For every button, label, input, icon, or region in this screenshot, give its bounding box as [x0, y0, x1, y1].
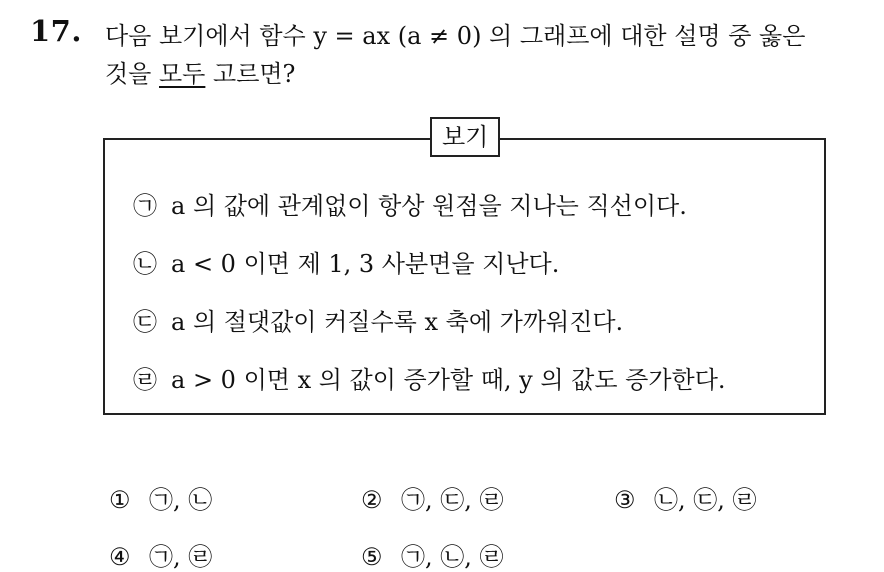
choice-text: ㉠, ㉡, ㉣ — [401, 543, 504, 571]
choice-number: ① — [109, 486, 131, 514]
statement-mark: ㉣ — [133, 366, 157, 394]
statement-a — [133, 186, 687, 221]
statement-text: a 의 값에 관계없이 항상 원점을 지나는 직선이다. — [171, 192, 687, 220]
underlined-emphasis: 모두 — [159, 60, 206, 88]
question-text-line1: 다음 보기에서 함수 y = ax (a ≠ 0) 의 그래프에 대한 설명 중 옳은 — [105, 22, 806, 50]
statement-mark: ㉠ — [133, 192, 157, 220]
question-number: 17. — [30, 14, 82, 48]
choice-text: ㉠, ㉣ — [149, 543, 213, 571]
choice-2[interactable] — [361, 480, 504, 515]
choice-1[interactable] — [109, 480, 212, 515]
choice-number: ④ — [109, 543, 131, 571]
choice-number: ② — [361, 486, 383, 514]
statement-mark: ㉢ — [133, 308, 157, 336]
statement-b — [133, 244, 559, 279]
choice-text: ㉡, ㉢, ㉣ — [654, 486, 757, 514]
choice-3[interactable] — [614, 480, 757, 515]
choice-number: ⑤ — [361, 543, 383, 571]
statement-d — [133, 360, 726, 395]
choice-text: ㉠, ㉡ — [149, 486, 213, 514]
question-text-line2 — [105, 54, 295, 89]
question-text-suffix: 고르면? — [205, 60, 296, 88]
statement-text: a > 0 이면 x 의 값이 증가할 때, y 의 값도 증가한다. — [171, 366, 726, 394]
choice-text: ㉠, ㉢, ㉣ — [401, 486, 504, 514]
statement-text: a 의 절댓값이 커질수록 x 축에 가까워진다. — [171, 308, 624, 336]
choice-number: ③ — [614, 486, 636, 514]
statement-mark: ㉡ — [133, 250, 157, 278]
statement-c — [133, 302, 623, 337]
example-box-title: 보기 — [430, 117, 500, 157]
statement-text: a < 0 이면 제 1, 3 사분면을 지난다. — [171, 250, 560, 278]
question-text-prefix: 것을 — [105, 60, 159, 88]
